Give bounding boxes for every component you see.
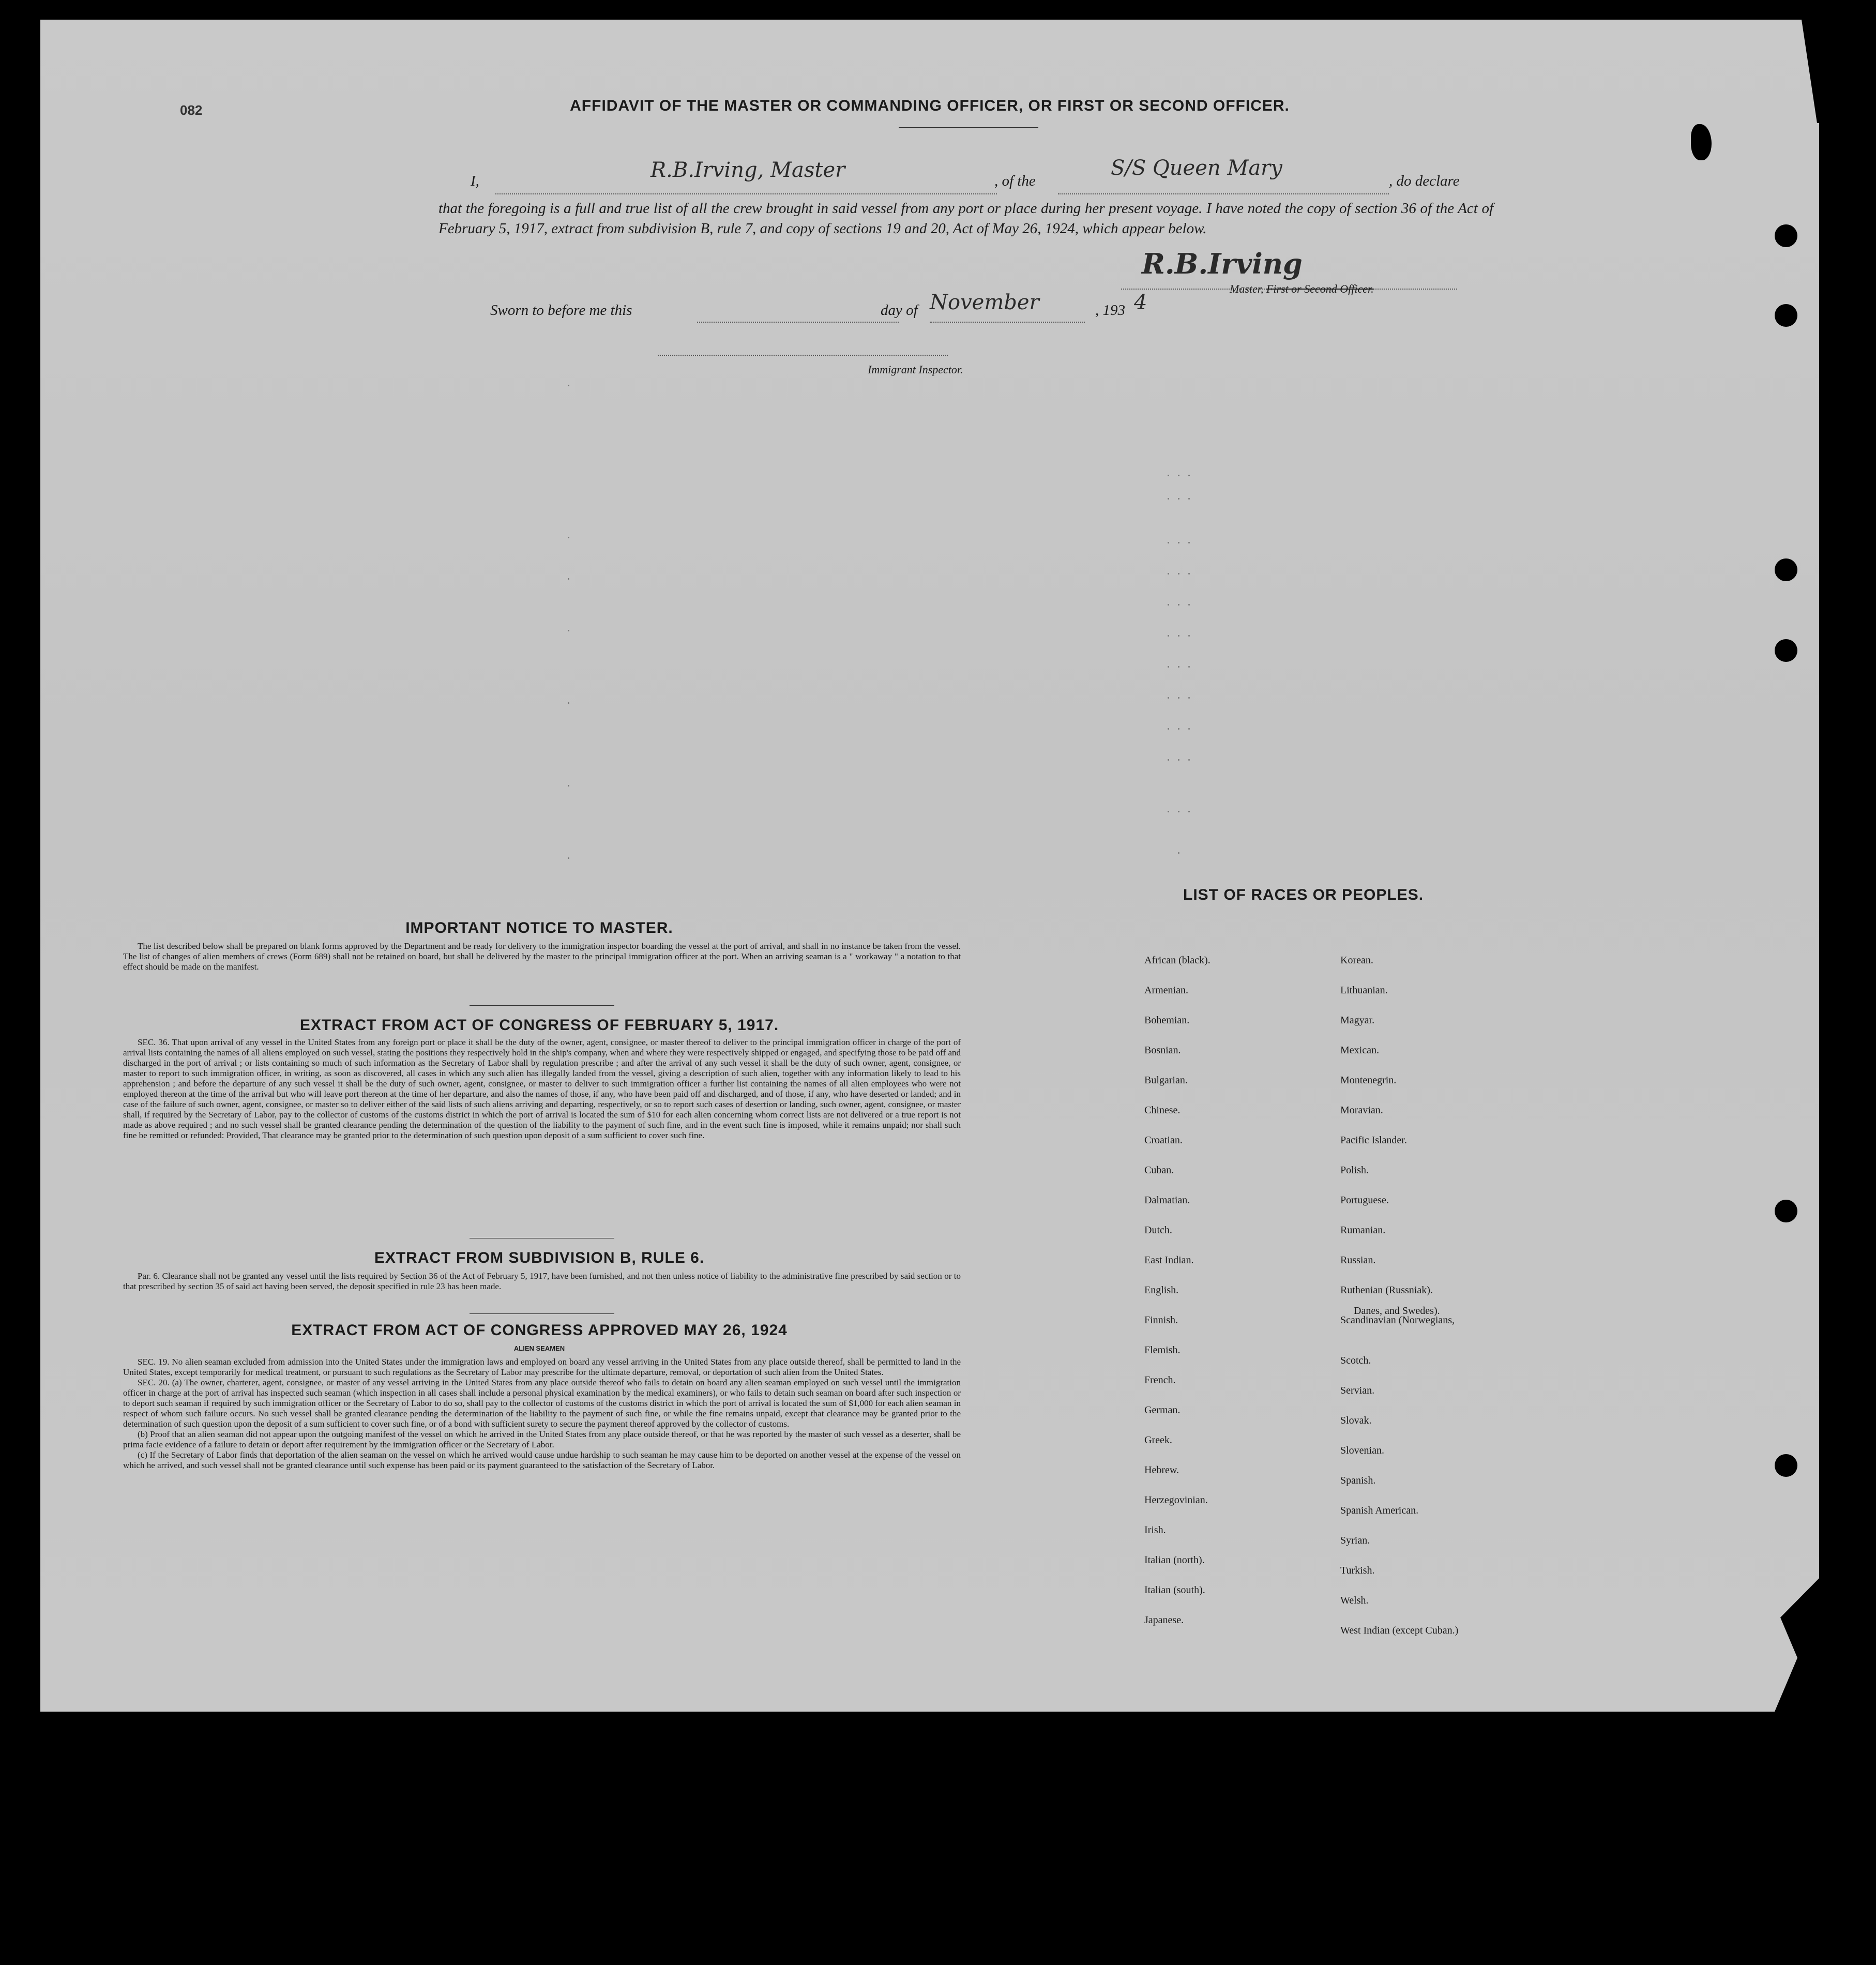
race-item: Rumanian. xyxy=(1340,1225,1386,1236)
month-handwritten: November xyxy=(930,291,1039,314)
signature-caption-master: Master, xyxy=(1230,282,1264,295)
signature-caption-struck: First or Second Officer. xyxy=(1266,282,1374,295)
vessel-line xyxy=(1058,193,1389,194)
race-item: Scandinavian (Norwegians, xyxy=(1340,1314,1455,1326)
race-item: Greek. xyxy=(1144,1434,1172,1446)
race-item: Bulgarian. xyxy=(1144,1075,1188,1086)
rule6-rule xyxy=(470,1313,614,1314)
race-item: Ruthenian (Russniak). xyxy=(1340,1284,1433,1296)
master-signature: R.B.Irving xyxy=(1142,247,1303,280)
declare-prefix: I, xyxy=(471,173,479,189)
sworn-prefix: Sworn to before me this xyxy=(490,302,632,319)
sworn-day-line xyxy=(697,322,899,323)
sec20a-text: SEC. 20. (a) The owner, charterer, agent, consignee, or master of any vessel arriving in the United States from any place outside thereof who fails to detain on board any alien seaman employed on such vessel until the immigration officer in charge at the port of arrival has inspected such seaman (which inspection in all cases shall include a personal physical examination by the medical examiners), or who fails to detain such seaman on board after such inspection or to deport such seaman if required by such immigration officer or the Secretary of Labor to do so, shall pay to the collector of customs of the customs district in which the port of arrival is located the sum of $1,000 for each alien seaman in respect of whom such failure occurs. No such vessel shall be granted clearance pending the determination of the liability to the payment of such fine, or while the fine remains unpaid, except that clearance may be granted prior to the determination of such question upon the deposit of a sum sufficient to cover such fine, or of a bond with sufficient surety to secure the payment thereof approved by the collector of customs. xyxy=(123,1378,961,1429)
race-item: Italian (south). xyxy=(1144,1584,1205,1596)
race-item: Spanish. xyxy=(1340,1475,1376,1486)
rule6-title: EXTRACT FROM SUBDIVISION B, RULE 6. xyxy=(374,1249,705,1266)
extract-1924-subtitle: ALIEN SEAMEN xyxy=(513,1344,565,1352)
rule6-body: Par. 6. Clearance shall not be granted any vessel until the lists required by Section 36 of the Act of February 5, 1917, have been furnished, and not then unless notice of liability to the administrative fine prescribed by said section or to that prescribed by section 35 of said act having been served, the deposit specified in rule 23 has been made. xyxy=(123,1271,961,1291)
notice-title: IMPORTANT NOTICE TO MASTER. xyxy=(405,919,673,936)
sec20b-text: (b) Proof that an alien seaman did not appear upon the outgoing manifest of the vessel on which he arrived in the United States from any place outside thereof, or that he was reported by the master of such vessel as a deserter, shall be prima facie evidence of a failure to detain or deport after requirement by the immigration officer or the Secretary of Labor. xyxy=(123,1429,961,1449)
race-item: Irish. xyxy=(1144,1524,1166,1536)
race-item: Scotch. xyxy=(1340,1355,1371,1366)
year-handwritten: 4 xyxy=(1134,291,1147,314)
race-item: Hebrew. xyxy=(1144,1464,1179,1476)
punch-hole xyxy=(1775,558,1797,581)
race-item: English. xyxy=(1144,1284,1179,1296)
vessel-handwritten: S/S Queen Mary xyxy=(1111,156,1282,180)
race-item: East Indian. xyxy=(1144,1254,1194,1266)
year-printed: , 193 xyxy=(1095,302,1125,319)
signature-caption xyxy=(1230,282,1374,296)
races-title: LIST OF RACES OR PEOPLES. xyxy=(1183,886,1424,903)
race-item: West Indian (except Cuban.) xyxy=(1340,1625,1459,1636)
race-right-continuation: Danes, and Swedes). xyxy=(1354,1305,1440,1317)
race-item: Syrian. xyxy=(1340,1535,1370,1546)
punch-hole xyxy=(1775,1200,1797,1222)
race-item: French. xyxy=(1144,1374,1176,1386)
race-item: Mexican. xyxy=(1340,1045,1379,1056)
punch-hole xyxy=(1775,224,1797,247)
race-item: Spanish American. xyxy=(1340,1505,1419,1516)
race-item: Montenegrin. xyxy=(1340,1075,1397,1086)
race-item: African (black). xyxy=(1144,955,1211,966)
race-item: Cuban. xyxy=(1144,1165,1174,1176)
race-item: Flemish. xyxy=(1144,1344,1181,1356)
punch-hole xyxy=(1775,304,1797,327)
inspector-caption: Immigrant Inspector. xyxy=(868,363,963,376)
page-mark: 082 xyxy=(180,102,203,118)
of-the-text: , of the xyxy=(994,173,1036,189)
race-item: Welsh. xyxy=(1340,1595,1369,1606)
race-item: Croatian. xyxy=(1144,1135,1183,1146)
sec19-text: SEC. 19. No alien seaman excluded from admission into the United States under the immigration laws and employed on board any vessel arriving in the United States from any place outside thereof, shall be permitted to land in the United States, except temporarily for medical treatment, or pursuant to such regulations as the Secretary of Labor may prescribe for the ultimate departure, removal, or deportation of such alien from the United States. xyxy=(123,1357,961,1377)
race-item: Russian. xyxy=(1340,1254,1376,1266)
month-line xyxy=(930,322,1085,323)
race-item: Chinese. xyxy=(1144,1105,1181,1116)
race-item: Moravian. xyxy=(1340,1105,1383,1116)
do-declare-text: , do declare xyxy=(1389,173,1460,189)
extract-1924-title: EXTRACT FROM ACT OF CONGRESS APPROVED MAY 26, 1924 xyxy=(291,1322,788,1339)
race-item: Polish. xyxy=(1340,1165,1369,1176)
punch-hole xyxy=(1775,639,1797,662)
declarant-handwritten: R.B.Irving, Master xyxy=(650,158,845,182)
race-item: Herzegovinian. xyxy=(1144,1494,1208,1506)
race-item: Turkish. xyxy=(1340,1565,1375,1576)
affidavit-title: AFFIDAVIT OF THE MASTER OR COMMANDING OFFICER, OR FIRST OR SECOND OFFICER. xyxy=(570,97,1290,114)
race-item: Bohemian. xyxy=(1144,1015,1190,1026)
race-item: Japanese. xyxy=(1144,1614,1184,1626)
race-item: Pacific Islander. xyxy=(1340,1135,1407,1146)
declarant-line xyxy=(495,193,997,194)
affidavit-body: that the foregoing is a full and true list of all the crew brought in said vessel from any port or place during her present voyage. I have noted the copy of section 36 of the Act of February 5, 1917, extract from subdivision B, rule 7, and copy of sections 19 and 20, Act of May 26, 1924, which appear below. xyxy=(438,200,1493,237)
race-item: Italian (north). xyxy=(1144,1554,1205,1566)
extract-1917-title: EXTRACT FROM ACT OF CONGRESS OF FEBRUARY 5, 1917. xyxy=(299,1017,779,1034)
race-item: Finnish. xyxy=(1144,1314,1178,1326)
inspector-line xyxy=(658,355,948,356)
notice-rule xyxy=(470,1005,614,1006)
race-item: Armenian. xyxy=(1144,985,1188,996)
sec20c-text: (c) If the Secretary of Labor finds that deportation of the alien seaman on the vessel on which he arrived would cause undue hardship to such seaman he may cause him to be deported on another vessel at the expense of the vessel on which he arrived, and such vessel shall not be granted clearance until such expense has been paid or its payment guaranteed to the satisfaction of the Secretary of Labor. xyxy=(123,1450,961,1470)
race-item: Dalmatian. xyxy=(1144,1195,1190,1206)
race-item: Bosnian. xyxy=(1144,1045,1181,1056)
punch-hole xyxy=(1775,1454,1797,1477)
extract-1917-body: SEC. 36. That upon arrival of any vessel in the United States from any foreign port or place it shall be the duty of the owner, agent, consignee, or master thereof to deliver to the principal immigration officer in charge of the port of arrival lists containing the names of all aliens employed on such vessel, stating the positions they respectively hold in the ship's company, when and where they were respectively shipped or engaged, and specifying those to be paid off and discharged in the port of arrival ; or lists containing so much of such information as the Secretary of Labor shall by regulation prescribe ; and after the arrival of any such vessel it shall be the duty of such owner, agent, consignee, or master to report to such immigration officer, in writing, as soon as discovered, all cases in which any such alien has illegally landed from the vessel, giving a description of such alien, together with any information likely to lead to his apprehension ; and before the departure of any such vessel it shall be the duty of such owner, agent, consignee, or master to deliver to such immigration officer a further list containing the names of all alien employees who were not employed thereon at the time of the arrival but who will leave port thereon at the time of her departure, and also the names of those, if any, who have been paid off and discharged, and of those, if any, who have deserted or landed; and in case of the failure of such owner, agent, consignee, or master so to deliver either of the said lists of such aliens arriving and departing, respectively, or so to report such cases of desertion or landing, such owner, agent, consignee, or master shall, if required by the Secretary of Labor, pay to the collector of customs of the customs district in which the port of arrival is located the sum of $10 for each alien concerning whom correct lists are not delivered or a true report is not made as above required ; and no such vessel shall be granted clearance pending the determination of the question of the liability to the payment of such fine, and in the event such fine is imposed, while it remains unpaid; nor shall such fine be remitted or refunded: Provided, That clearance may be granted prior to the determination of such question upon deposit of a sum sufficient to cover such fine. xyxy=(123,1037,961,1140)
race-item: Portuguese. xyxy=(1340,1195,1389,1206)
notice-body: The list described below shall be prepared on blank forms approved by the Department and be ready for delivery to the immigration inspector boarding the vessel at the port of arrival, and shall in no instance be taken from the vessel. The list of changes of alien members of crews (Form 689) shall not be retained on board, but shall be delivered by the master to the principal immigration officer at the port. When an arriving seaman is a " workaway " a notation to that effect should be made on the manifest. xyxy=(123,941,961,972)
race-item: Servian. xyxy=(1340,1385,1375,1396)
race-item: Korean. xyxy=(1340,955,1373,966)
race-item: Slovenian. xyxy=(1340,1445,1384,1456)
race-item: German. xyxy=(1144,1404,1181,1416)
race-item: Magyar. xyxy=(1340,1015,1375,1026)
day-of-text: day of xyxy=(881,302,918,319)
race-item: Lithuanian. xyxy=(1340,985,1388,996)
document-page xyxy=(40,20,1819,1712)
title-rule xyxy=(899,127,1038,128)
race-item: Dutch. xyxy=(1144,1225,1172,1236)
extract-1924-body xyxy=(123,1357,961,1471)
race-item: Slovak. xyxy=(1340,1415,1372,1426)
